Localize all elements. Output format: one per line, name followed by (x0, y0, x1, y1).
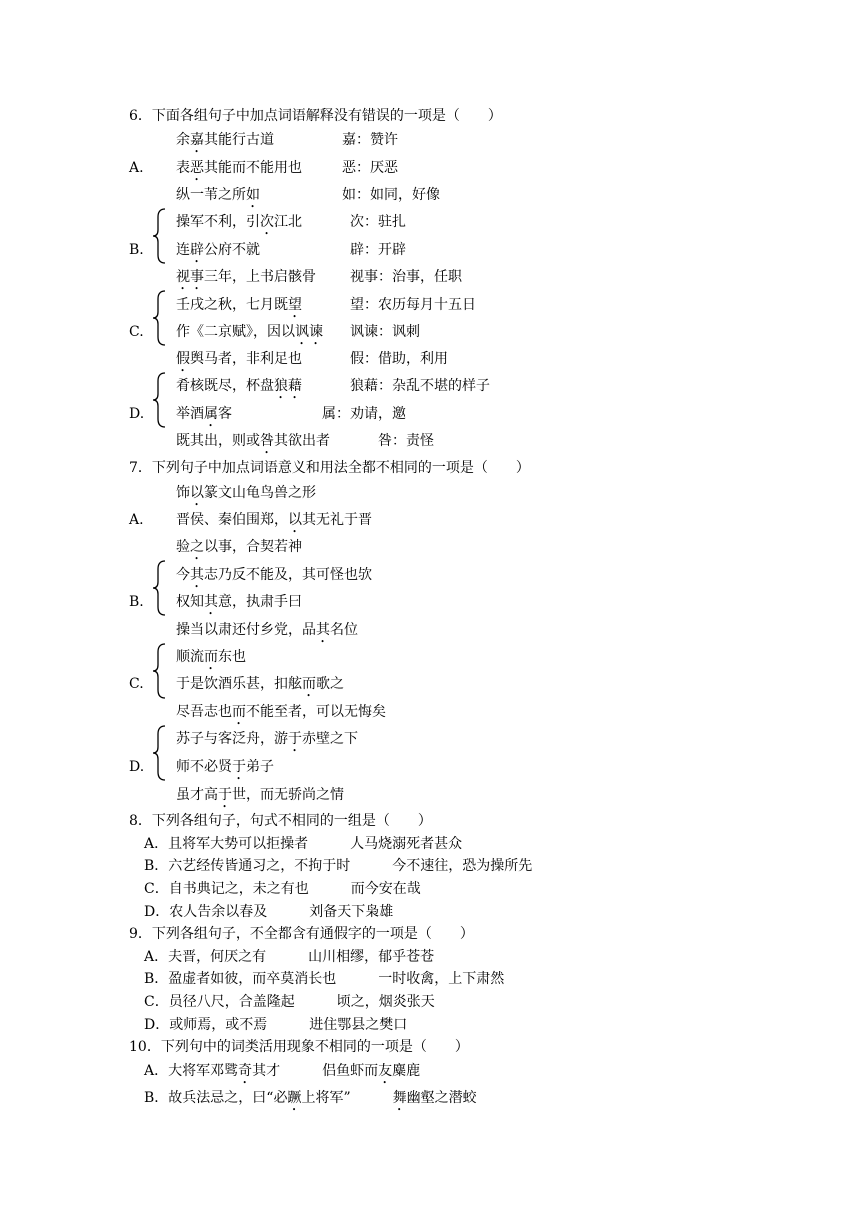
q6-b1: 操军不利，引次江北 (176, 214, 302, 230)
q6-label-d: D. (129, 406, 145, 422)
q10-stem: 10．下列句中的词类活用现象不相同的一项是（ ） (129, 1039, 469, 1055)
q7-a3: 验之以事，合契若神 (176, 539, 302, 555)
q7-c3: 尽吾志也而不能至者，可以无悔矣 (176, 704, 386, 720)
q9-option-a: A．夫晋，何厌之有 山川相缪，郁乎苍苍 (144, 949, 435, 965)
q6-d3-expl: 咎：责怪 (378, 433, 434, 449)
q6-d1: 肴核既尽，杯盘狼藉 (176, 378, 302, 394)
q7-d1: 苏子与客泛舟，游于赤壁之下 (176, 731, 358, 747)
q7-label-b: B. (129, 594, 144, 610)
q6-a1-expl: 嘉：赞许 (342, 132, 398, 148)
q6-a3: 纵一苇之所如 (176, 187, 260, 203)
q8-option-b: B．六艺经传皆通习之，不拘于时 今不速往，恐为操所先 (144, 858, 533, 874)
q10-option-a: A．大将军邓骘奇其才 侣鱼虾而友麋鹿 (144, 1063, 421, 1079)
brace-q6-b (152, 208, 161, 264)
q9-option-b: B．盈虚者如彼，而卒莫消长也 一时收禽，上下肃然 (144, 971, 505, 987)
q6-c2: 作《二京赋》，因以讽谏 (176, 324, 323, 340)
q6-c1-expl: 望：农历每月十五日 (350, 297, 476, 313)
q6-c2-expl: 讽谏：讽刺 (350, 324, 420, 340)
q6-c1: 壬戌之秋，七月既望 (176, 297, 302, 313)
q7-label-c: C. (129, 676, 144, 692)
q7-label-a: A. (129, 512, 144, 528)
q6-b1-expl: 次：驻扎 (350, 214, 406, 230)
q6-label-a: A. (129, 160, 144, 176)
q8-stem: 8．下列各组句子，句式不相同的一组是（ ） (129, 813, 432, 829)
brace-q7-b (152, 560, 161, 616)
brace-q6-c (152, 290, 161, 346)
q6-b2-expl: 辟：开辟 (350, 242, 406, 258)
q6-c3-expl: 假：借助，利用 (350, 351, 448, 367)
q6-b3-expl: 视事：治事，任职 (350, 269, 462, 285)
brace-q7-d (152, 725, 161, 781)
q6-stem: 6．下面各组句子中加点词语解释没有错误的一项是（ ） (129, 108, 502, 124)
q8-option-c: C．自书典记之，未之有也 而今安在哉 (144, 881, 421, 897)
q7-d3: 虽才高于世，而无骄尚之情 (176, 787, 344, 803)
q6-label-b: B. (129, 242, 144, 258)
q6-b2: 连辟公府不就 (176, 242, 260, 258)
brace-q6-d (152, 372, 161, 428)
q6-b3: 视事三年，上书启骸骨 (176, 269, 316, 285)
q7-a1: 饰以篆文山龟鸟兽之形 (176, 485, 316, 501)
q6-a1: 余嘉其能行古道 (176, 132, 274, 148)
q7-a2: 晋侯、秦伯围郑，以其无礼于晋 (176, 512, 372, 528)
q7-b2: 权知其意，执肃手曰 (176, 594, 302, 610)
q7-c2: 于是饮酒乐甚，扣舷而歌之 (176, 676, 344, 692)
q6-d3: 既其出，则或咎其欲出者 (176, 433, 330, 449)
q6-d2: 举酒属客 (176, 406, 232, 422)
q6-a2: 表恶其能而不能用也 (176, 160, 302, 176)
q7-b1: 今其志乃反不能及，其可怪也欤 (176, 567, 372, 583)
q6-d2-expl: 属：劝请，邀 (322, 406, 406, 422)
q7-b3: 操当以肃还付乡党，品其名位 (176, 622, 358, 638)
q6-c3: 假舆马者，非利足也 (176, 351, 302, 367)
q6-a2-expl: 恶：厌恶 (342, 160, 398, 176)
q8-option-d: D．农人告余以春及 刘备天下枭雄 (144, 904, 394, 920)
q9-option-d: D．或师焉，或不焉 进住鄂县之樊口 (144, 1017, 408, 1033)
q6-d1-expl: 狼藉：杂乱不堪的样子 (350, 378, 490, 394)
q9-stem: 9．下列各组句子，不全都含有通假字的一项是（ ） (129, 926, 474, 942)
q10-option-b: B．故兵法忌之，曰“必蹶上将军” 舞幽壑之潜蛟 (144, 1090, 477, 1106)
q8-option-a: A．且将军大势可以拒操者 人马烧溺死者甚众 (144, 836, 463, 852)
q6-a3-expl: 如：如同，好像 (342, 187, 440, 203)
q9-option-c: C．员径八尺，合盖隆起 顷之，烟炎张天 (144, 994, 435, 1010)
q7-c1: 顺流而东也 (176, 649, 246, 665)
q6-label-c: C. (129, 324, 144, 340)
q7-label-d: D. (129, 759, 145, 775)
brace-q7-c (152, 643, 161, 699)
q7-stem: 7．下列句子中加点词语意义和用法全都不相同的一项是（ ） (129, 460, 530, 476)
q7-d2: 师不必贤于弟子 (176, 759, 274, 775)
